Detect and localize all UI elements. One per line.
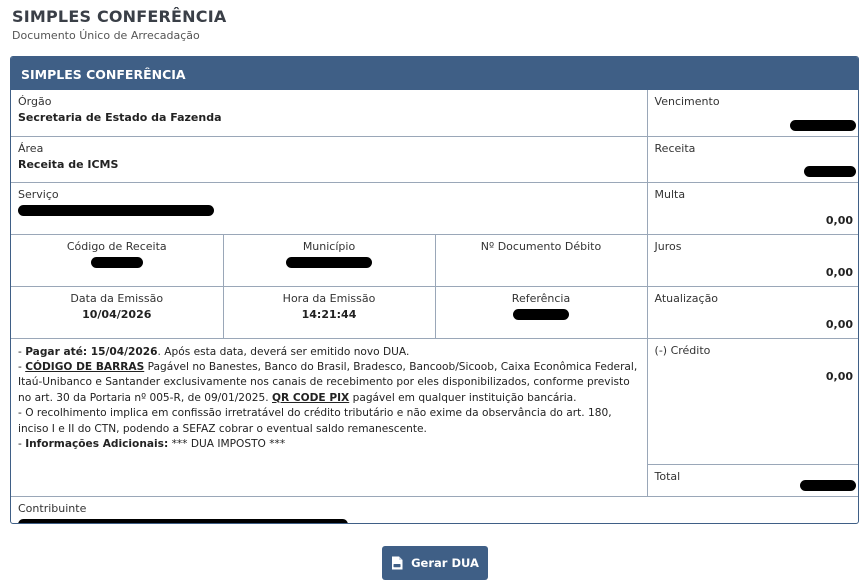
contribuinte-redacted: [18, 519, 348, 525]
vencimento-redacted: [790, 120, 856, 131]
notes-line4-prefix: -: [18, 437, 26, 450]
card-header: SIMPLES CONFERÊNCIA: [11, 57, 858, 90]
juros-label: Juros: [654, 239, 682, 253]
contribuinte-cell: [11, 496, 859, 524]
data-emissao-cell: [11, 286, 223, 338]
notes-line-codigo: [18, 360, 640, 406]
notes-line-pagar: [18, 345, 640, 360]
vencimento-label: Vencimento: [654, 95, 720, 108]
notes-pagar-ate: Pagar até: 15/04/2026: [25, 345, 158, 358]
notes-line-info: [18, 437, 640, 452]
orgao-cell: [11, 90, 647, 136]
notes-line2-rest: Pagável no Banestes, Banco do Brasil, Bradesco, Bancoob/Sicoob, Caixa Econômica Federal, Itaú-Unibanco e Santander exclusivamente nos canais de recebimento por eles disponibilizados, conforme previsto no art. 30 da Portaria nº 005-R, de 09/01/2025.: [18, 360, 638, 404]
receita-cell: [647, 136, 859, 182]
notes-line1-prefix: -: [18, 345, 26, 358]
referencia-redacted: [513, 309, 569, 320]
page-title: SIMPLES CONFERÊNCIA: [12, 7, 227, 26]
atualizacao-value: 0,00: [825, 317, 854, 331]
referencia-label: Referência: [511, 291, 571, 305]
hora-emissao-label: Hora da Emissão: [282, 291, 376, 305]
credito-value: 0,00: [825, 369, 854, 383]
atualizacao-label: Atualização: [654, 291, 719, 305]
orgao-value: Secretaria de Estado da Fazenda: [18, 111, 222, 124]
total-label: Total: [654, 469, 681, 483]
notes-line-recolhimento: - O recolhimento implica em confissão irretratável do crédito tributário e não exime da observância do art. 180, inciso I e II do CTN, podendo a SEFAZ cobrar o eventual saldo remanescente.: [18, 407, 612, 435]
total-cell: [647, 464, 859, 496]
receita-redacted: [804, 166, 856, 177]
codigo-receita-label: Código de Receita: [66, 239, 167, 253]
gerar-dua-label: Gerar DUA: [411, 556, 479, 570]
vencimento-cell: [647, 90, 859, 136]
municipio-redacted: [286, 257, 372, 268]
doc-debito-label: Nº Documento Débito: [480, 239, 602, 253]
notes-info-adicionais: Informações Adicionais:: [25, 437, 169, 450]
dua-card: [10, 56, 859, 524]
atualizacao-cell: [647, 286, 859, 338]
multa-label: Multa: [654, 187, 686, 201]
document-icon: [391, 556, 403, 570]
dua-table: [11, 90, 859, 524]
municipio-label: Município: [302, 239, 356, 253]
multa-cell: [647, 182, 859, 234]
total-redacted: [800, 480, 856, 491]
notes-line2-prefix: -: [18, 360, 26, 373]
juros-cell: [647, 234, 859, 286]
multa-value: 0,00: [825, 213, 854, 227]
notes-line2-tail: pagável em qualquer instituição bancária.: [349, 391, 577, 404]
codigo-receita-redacted: [91, 257, 143, 268]
area-value: Receita de ICMS: [18, 157, 119, 171]
doc-debito-cell: [435, 234, 647, 286]
referencia-cell: [435, 286, 647, 338]
notes-codigo-barras: CÓDIGO DE BARRAS: [25, 360, 145, 373]
area-label: Área: [18, 141, 44, 155]
notes-qr-pix: QR CODE PIX: [272, 391, 350, 404]
credito-label: (-) Crédito: [654, 343, 711, 357]
area-cell: [11, 136, 647, 182]
data-emissao-value: 10/04/2026: [82, 307, 152, 321]
contribuinte-label: Contribuinte: [18, 501, 87, 515]
receita-label: Receita: [654, 141, 696, 155]
servico-cell: [11, 182, 647, 234]
hora-emissao-cell: [223, 286, 435, 338]
credito-cell: [647, 338, 859, 464]
notes-line1-rest: . Após esta data, deverá ser emitido novo DUA.: [157, 345, 410, 358]
gerar-dua-button[interactable]: [382, 546, 488, 580]
juros-value: 0,00: [825, 265, 854, 279]
orgao-label: Órgão: [18, 95, 52, 108]
data-emissao-label: Data da Emissão: [70, 291, 164, 305]
municipio-cell: [223, 234, 435, 286]
servico-redacted: [18, 205, 214, 216]
hora-emissao-value: 14:21:44: [301, 307, 357, 321]
codigo-receita-cell: [11, 234, 223, 286]
notes-cell: [11, 338, 647, 496]
servico-label: Serviço: [18, 187, 59, 201]
page-subtitle: Documento Único de Arrecadação: [12, 29, 200, 42]
notes-line4-rest: *** DUA IMPOSTO ***: [168, 437, 286, 450]
